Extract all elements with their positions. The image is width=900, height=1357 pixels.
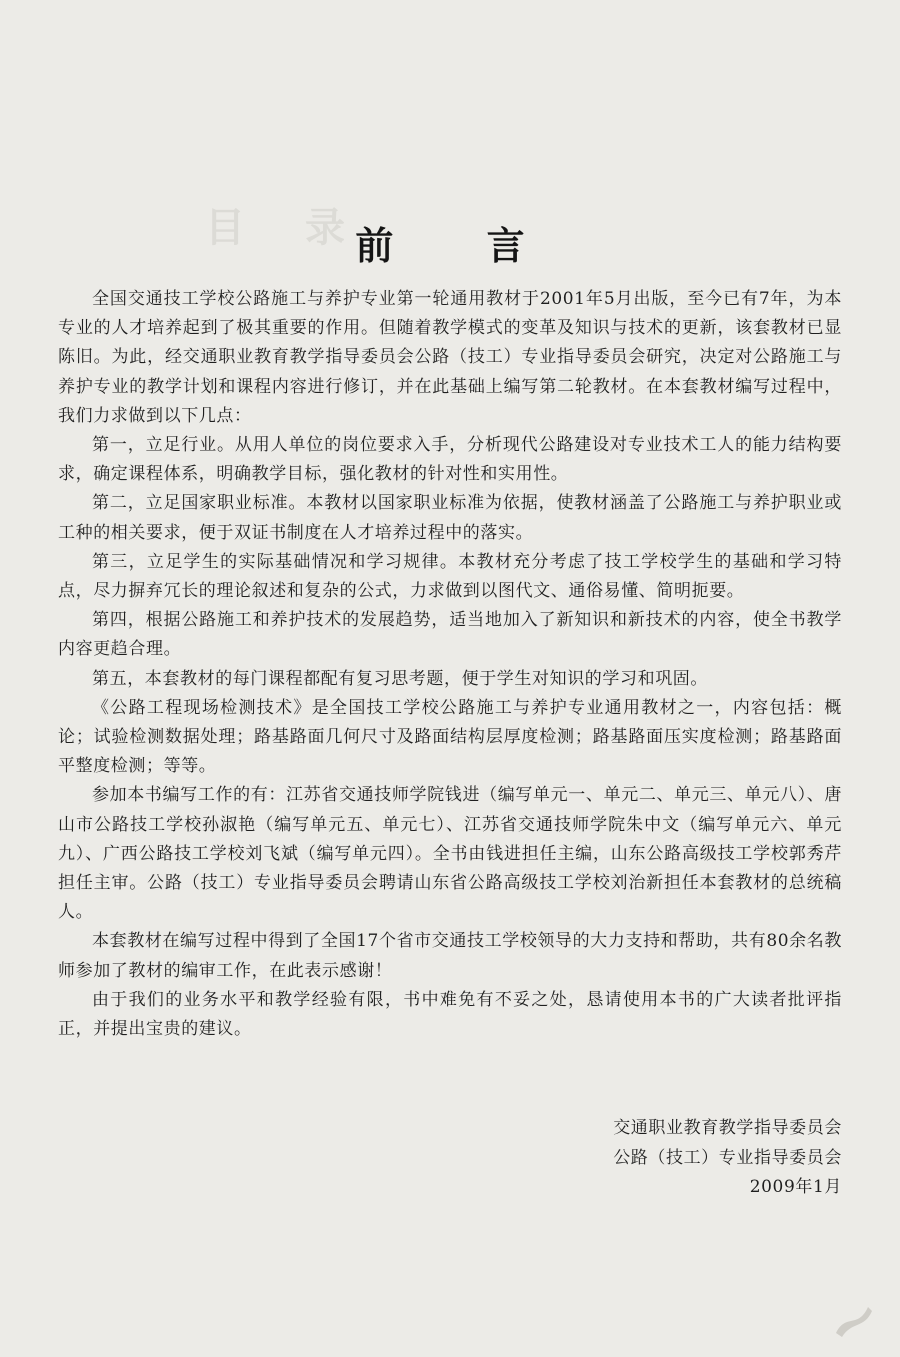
paragraph-point-2: 第二，立足国家职业标准。本教材以国家职业标准为依据，使教材涵盖了公路施工与养护职业或工种的相关要求，便于双证书制度在人才培养过程中的落实。 — [58, 493, 842, 543]
page-title: 前 言 — [355, 223, 565, 269]
paragraph-intro: 全国交通技工学校公路施工与养护专业第一轮通用教材于2001年5月出版，至今已有7年，为本专业的人才培养起到了极其重要的作用。但随着教学模式的变革及知识与技术的更新，该套教材已显陈旧。为此，经交通职业教育教学指导委员会公路（技工）专业指导委员会研究，决定对公路施工与养护专业的教学计划和课程内容进行修订，并在此基础上编写第二轮教材。在本套教材编写过程中，我们力求做到以下几点： — [58, 289, 842, 426]
paragraph-point-5: 第五，本套教材的每门课程都配有复习思考题，便于学生对知识的学习和巩固。 — [92, 668, 708, 689]
paragraph-closing: 由于我们的业务水平和教学经验有限，书中难免有不妥之处，恳请使用本书的广大读者批评指正，并提出宝贵的建议。 — [58, 989, 842, 1040]
signature-date: 2009年1月 — [749, 1177, 842, 1197]
paragraph-thanks: 本套教材在编写过程中得到了全国17个省市交通技工学校领导的大力支持和帮助，共有80余名教师参加了教材的编审工作，在此表示感谢！ — [58, 931, 842, 981]
reverse-side-show-through: 目录 — [205, 204, 405, 251]
signature-org-1: 交通职业教育教学指导委员会 — [613, 1118, 842, 1138]
paragraph-book-contents: 《公路工程现场检测技术》是全国技工学校公路施工与养护专业通用教材之一，内容包括：概论；试验检测数据处理；路基路面几何尺寸及路面结构层厚度检测；路基路面压实度检测；路基路面平整度检测；等等。 — [58, 697, 842, 777]
preface-body — [58, 285, 842, 1044]
signature-org-2: 公路（技工）专业指导委员会 — [613, 1147, 842, 1168]
paragraph-point-1: 第一，立足行业。从用人单位的岗位要求入手，分析现代公路建设对专业技术工人的能力结构要求，确定课程体系，明确教学目标，强化教材的针对性和实用性。 — [58, 435, 842, 485]
paragraph-point-3: 第三，立足学生的实际基础情况和学习规律。本教材充分考虑了技工学校学生的基础和学习特点，尽力摒弃冗长的理论叙述和复杂的公式，力求做到以图代文、通俗易懂、简明扼要。 — [58, 551, 842, 602]
signature-block — [613, 1114, 842, 1203]
paragraph-point-4: 第四，根据公路施工和养护技术的发展趋势，适当地加入了新知识和新技术的内容，使全书教学内容更趋合理。 — [58, 610, 842, 660]
scan-blemish — [828, 1299, 888, 1339]
paragraph-authors: 参加本书编写工作的有：江苏省交通技师学院钱进（编写单元一、单元二、单元三、单元八）、唐山市公路技工学校孙淑艳（编写单元五、单元七）、江苏省交通技师学院朱中文（编写单元六、单元九）、广西公路技工学校刘飞斌（编写单元四）。全书由钱进担任主编，山东公路高级技工学校郭秀芹担任主审。公路（技工）专业指导委员会聘请山东省公路高级技工学校刘治新担任本套教材的总统稿人。 — [58, 785, 842, 923]
